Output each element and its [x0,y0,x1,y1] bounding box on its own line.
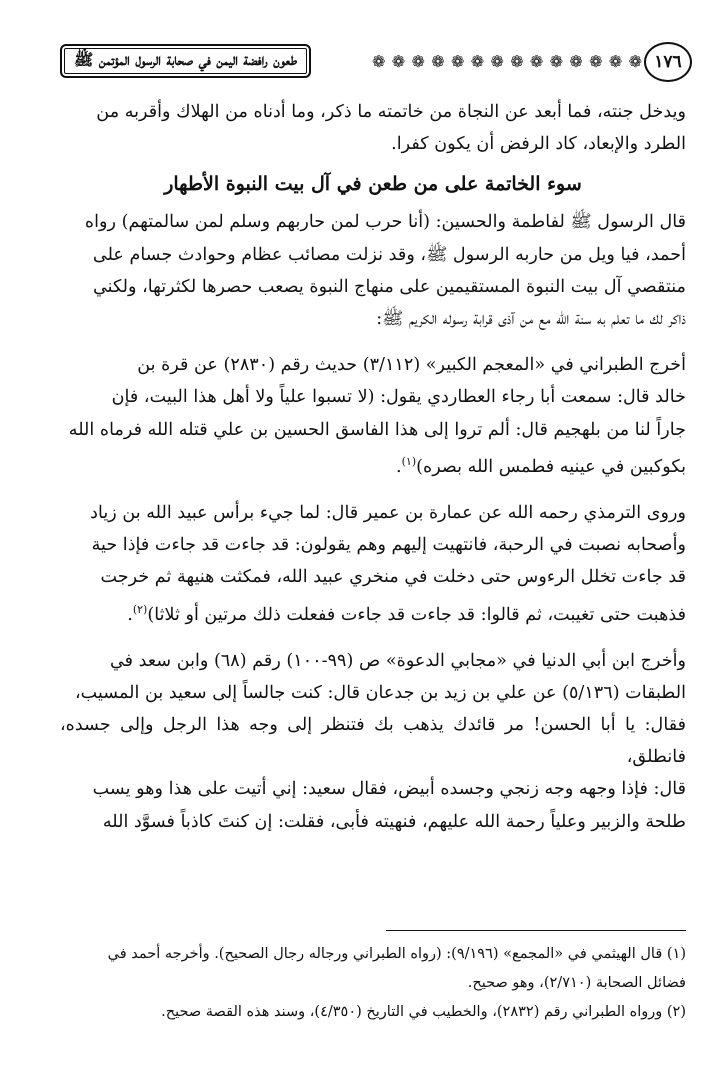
text-line: وأصحابه نصبت في الرحبة، فانتهيت إليهم وهم يقولون: قد جاءت قد جاءت فإذا حية [91,535,686,556]
flower-ornament-icon: ❁ [510,51,524,71]
paragraph-gap [60,335,686,349]
text-line [60,446,686,483]
text-line: قد جاءت تخلل الرءوس حتى دخلت في منخري عبيد الله، فمكثت هنيهة ثم خرجت [100,567,686,588]
main-text [60,96,686,838]
text-span: . [127,604,133,625]
flower-ornament-icon: ❁ [569,51,583,71]
flower-ornament-icon: ❁ [372,51,386,71]
flower-ornament-icon: ❁ [549,51,564,71]
text-line: وروى الترمذي رحمه الله عن عمارة بن عمير قال: لما جيء برأس عبيد الله بن زياد [90,502,686,523]
text-line: طلحة والزبير وعلياً رحمة الله عليهم، فنهيته فأبى، فقلت: إن كنتَ كاذباً فسوَّد الله [102,811,686,832]
text-line: قال: فإذا وجهه وجه زنجي وجسده أبيض، فقال سعيد: إني أتيت على هذا وهو يسب [92,779,686,800]
footnote-ref-1[interactable]: (١) [401,454,417,468]
footnote-divider [386,930,686,931]
header-ornament-row [372,48,642,74]
footnote-line: فضائل الصحابة (٢/٧١٠)، وهو صحيح. [467,975,686,991]
paragraph-gap [60,483,686,497]
text-span: بكوكبين في عينيه فطمس الله بصره) [416,456,686,477]
text-line: وأخرج ابن أبي الدنيا في «مجابي الدعوة» ص (٩٩-١٠٠) رقم (٦٨) وابن سعد في [110,650,686,671]
text-line: جاراً لنا من بلهجيم قال: ألم تروا إلى هذا الفاسق الحسين بن علي قتله الله فرماه الله [68,419,686,440]
flower-ornament-icon: ❁ [450,51,465,71]
flower-ornament-icon: ❁ [470,51,485,71]
footnote-line: (٢) ورواه الطبراني رقم (٢٨٣٢)، والخطيب في التاريخ (٤/٣٥٠)، وسند هذه القصة صحيح. [161,1004,686,1020]
footnote-ref-2[interactable]: (٢) [132,602,148,616]
text-line: قال الرسول ﷺ لفاطمة والحسين: (أنا حرب لمن حاربهم وسلم لمن سالمتهم) رواه [84,212,686,233]
page-header [60,40,686,82]
text-line: الطبقات (٥/١٣٦) عن علي بن زيد بن جدعان قال: كنت جالساً إلى سعيد بن المسيب، [74,682,686,703]
text-line: خالد قال: سمعت أبا رجاء العطاردي يقول: (لا تسبوا علياً ولا أهل هذا البيت، فإن [111,387,686,408]
flower-ornament-icon: ❁ [529,51,544,71]
text-line: ذاكر لك ما تعلم به سنة الله مع من آذى قرابة رسوله الكريم ﷺ: [376,309,686,330]
text-line: فقال: يا أبا الحسن! مر قائدك يذهب بك فتنظر إلى وجه هذا الرجل وإلى جسده، فانطلق، [60,714,686,768]
text-span: فذهبت حتى تغيبت، ثم قالوا: قد جاءت قد جاءت ففعلت ذلك مرتين أو ثلاثا) [147,604,686,625]
section-heading: سوء الخاتمة على من طعن في آل بيت النبوة الأطهار [164,173,582,196]
text-line: أخرج الطبراني في «المعجم الكبير» (٣/١١٢) حديث رقم (٢٨٣٠) عن قرة بن [137,355,686,376]
flower-ornament-icon: ❁ [490,51,504,71]
flower-ornament-icon: ❁ [391,51,406,71]
footnotes [60,940,686,1027]
footnote-line: (١) قال الهيثمي في «المجمع» (٩/١٩٦): (رواه الطبراني ورجاله رجال الصحيح). وأخرجه أحمد في [107,946,686,962]
paragraph-gap [60,631,686,645]
text-line [60,594,686,631]
text-line: الطرد والإبعاد، كاد الرفض أن يكون كفرا. [391,134,686,155]
flower-ornament-icon: ❁ [589,51,603,71]
text-span: . [396,456,402,477]
page-number: ١٧٦ [644,42,692,82]
flower-ornament-icon: ❁ [411,51,425,71]
text-line: ويدخل جنته، فما أبعد عن النجاة من خاتمته ما ذكر، وما أدناه من الهلاك وأقربه من [96,102,686,122]
running-title: طعون رافضة اليمن في صحابة الرسول المؤتمن ﷺ [60,44,311,78]
text-line: منتقصي آل بيت النبوة المستقيمين على منهاج النبوة يصعب حصرها لكثرتها، ولكني [92,276,686,297]
flower-ornament-icon: ❁ [628,51,642,71]
text-line: أحمد، فيا ويل من حاربه الرسول ﷺ، وقد نزلت مصائب عظام وحوادث جسام على [92,244,686,265]
flower-ornament-icon: ❁ [608,51,623,71]
flower-ornament-icon: ❁ [431,51,445,71]
